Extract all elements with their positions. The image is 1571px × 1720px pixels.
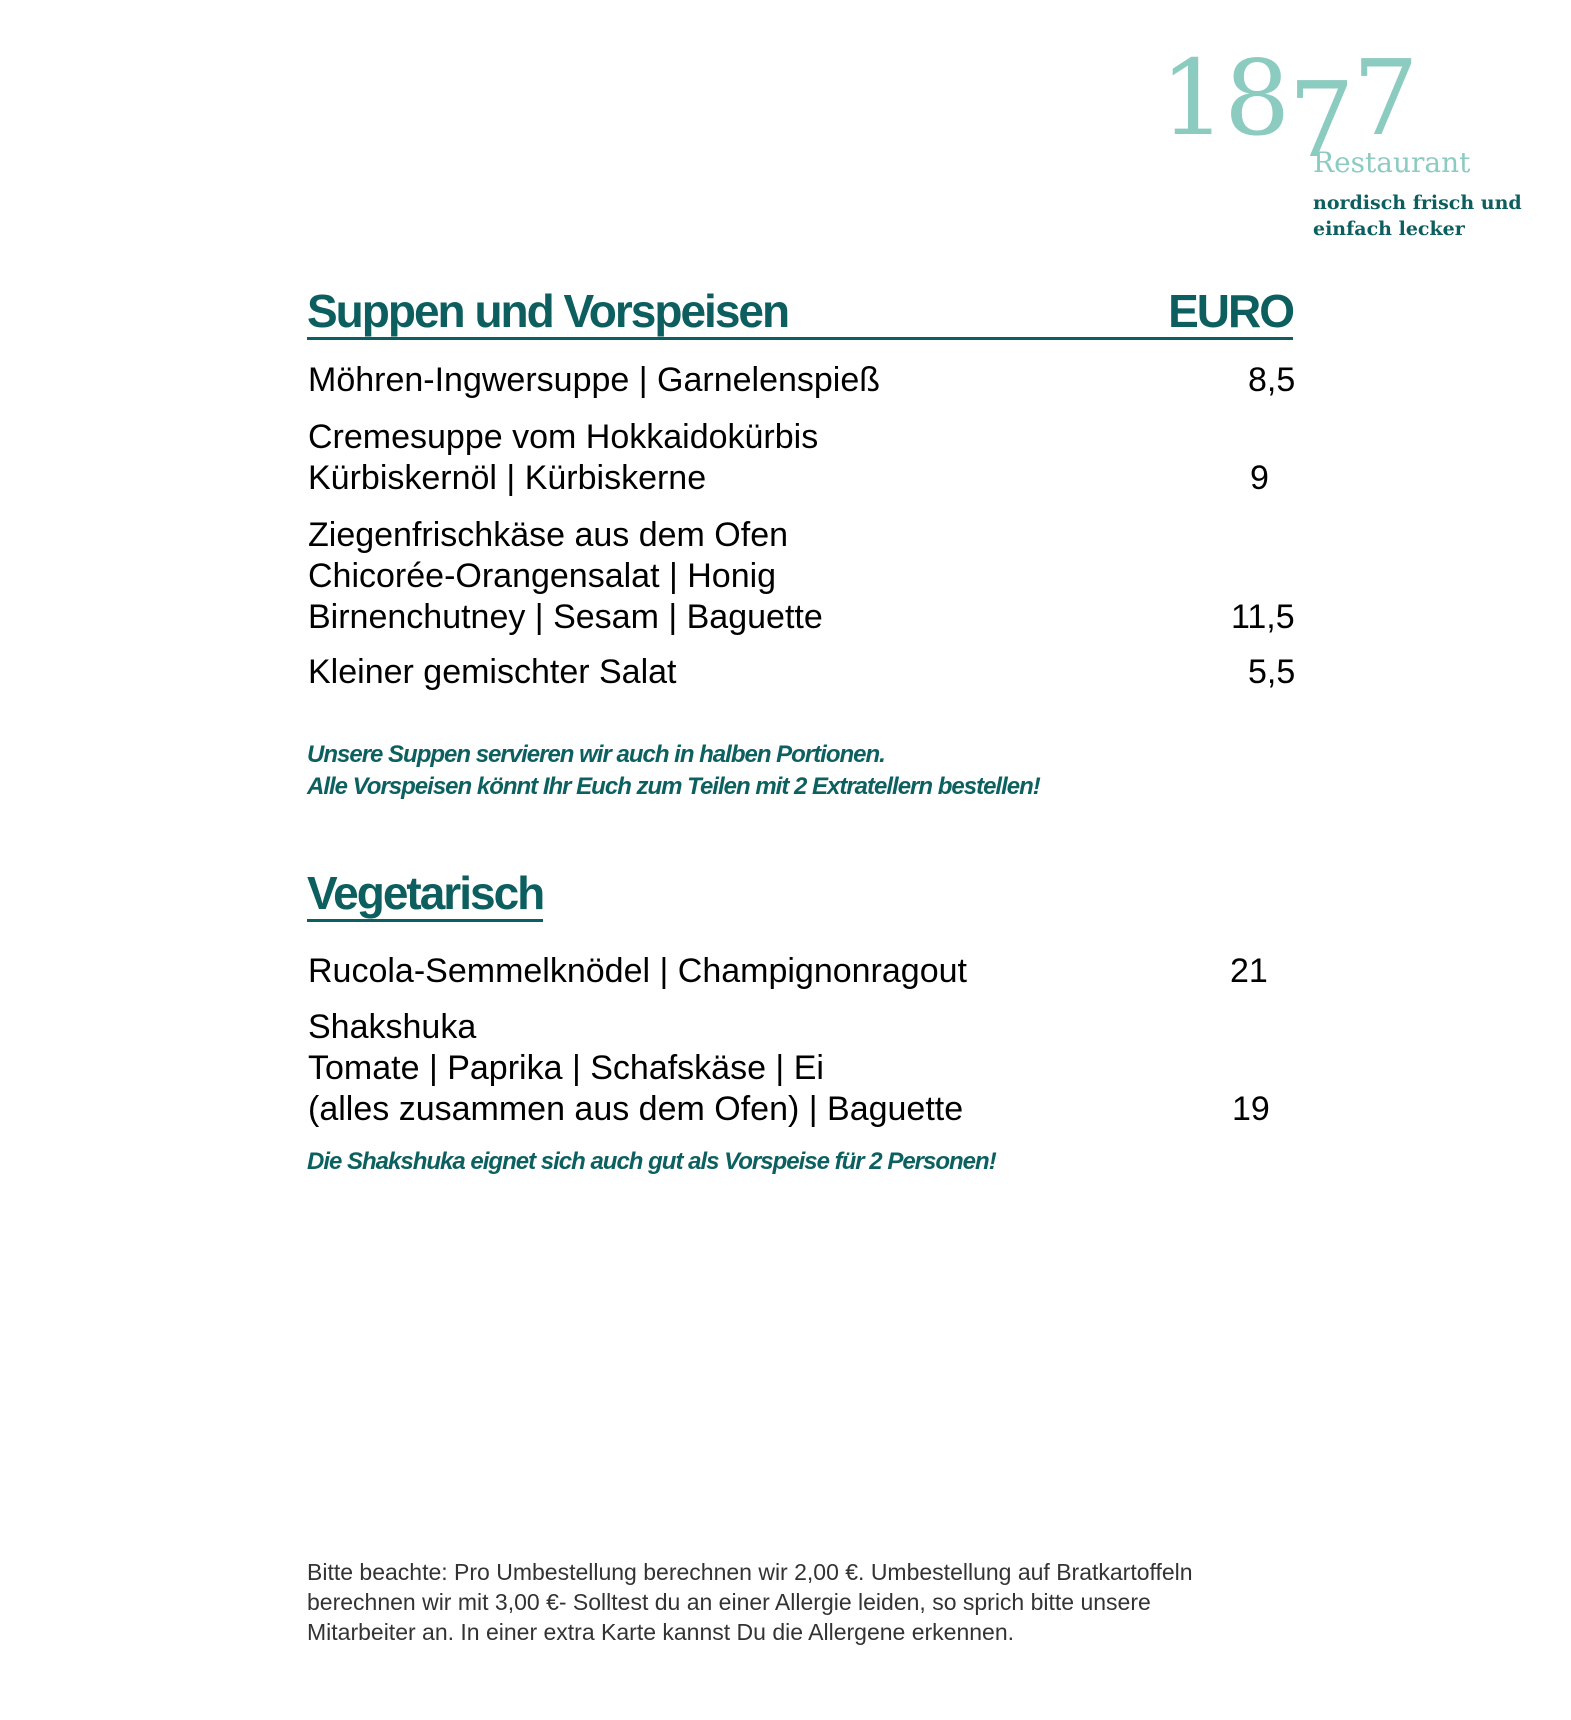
menu-item [308,652,1308,693]
menu-item [308,515,1308,638]
menu-item-line: Birnenchutney | Sesam | Baguette [308,598,823,636]
logo-digit: 1 [1160,37,1225,159]
logo-digit: 7 [1352,37,1417,159]
section-title: Vegetarisch [307,867,544,919]
menu-item [308,951,1308,992]
menu-item [308,360,1308,401]
footer-line: berechnen wir mit 3,00 €- Solltest du an einer Allergie leiden, so sprich bitte unsere [307,1589,1151,1615]
price-column-header: EURO [1168,285,1293,337]
menu-item-price: 9 [1250,459,1269,497]
section-heading-starters [307,285,1293,340]
section-title: Suppen und Vorspeisen [307,285,789,337]
menu-item-line: Möhren-Ingwersuppe | Garnelenspieß [308,361,881,399]
menu-item-line: Cremesuppe vom Hokkaidokürbis [308,418,819,456]
menu-item-line: Shakshuka [308,1008,477,1046]
menu-item-line: Ziegenfrischkäse aus dem Ofen [308,516,789,554]
menu-item-price: 5,5 [1248,653,1296,691]
logo-digit: 7 [1288,59,1353,181]
logo-digit: 8 [1224,37,1289,159]
menu-item-line: Kürbiskernöl | Kürbiskerne [308,459,707,497]
menu-item-line: (alles zusammen aus dem Ofen) | Baguette [308,1090,964,1128]
section-note: Unsere Suppen servieren wir auch in halben Portionen. [307,741,885,768]
section-note: Die Shakshuka eignet sich auch gut als Vorspeise für 2 Personen! [307,1148,996,1175]
restaurant-logo [1160,37,1560,246]
menu-item-line: Kleiner gemischter Salat [308,653,677,691]
menu-item-price: 11,5 [1231,598,1295,636]
logo-tagline [1313,190,1522,242]
menu-item [308,417,1308,499]
logo-word: Restaurant [1313,146,1471,179]
footer-notice [307,1557,1347,1647]
logo-tagline-line: nordisch frisch und [1313,192,1522,214]
section-heading-vegetarian [307,867,544,922]
footer-line: Bitte beachte: Pro Umbestellung berechnen wir 2,00 €. Umbestellung auf Bratkartoffeln [307,1559,1193,1585]
menu-item-line: Chicorée-Orangensalat | Honig [308,557,777,595]
menu-item-price: 19 [1232,1090,1270,1128]
menu-item-price: 21 [1230,952,1268,990]
menu-item-line: Rucola-Semmelknödel | Champignonragout [308,952,967,990]
menu-item [308,1007,1308,1130]
menu-item-price: 8,5 [1248,361,1296,399]
section-note: Alle Vorspeisen könnt Ihr Euch zum Teilen mit 2 Extratellern bestellen! [307,773,1040,800]
menu-item-line: Tomate | Paprika | Schafskäse | Ei [308,1049,824,1087]
logo-tagline-line: einfach lecker [1313,218,1465,240]
footer-line: Mitarbeiter an. In einer extra Karte kannst Du die Allergene erkennen. [307,1619,1015,1645]
